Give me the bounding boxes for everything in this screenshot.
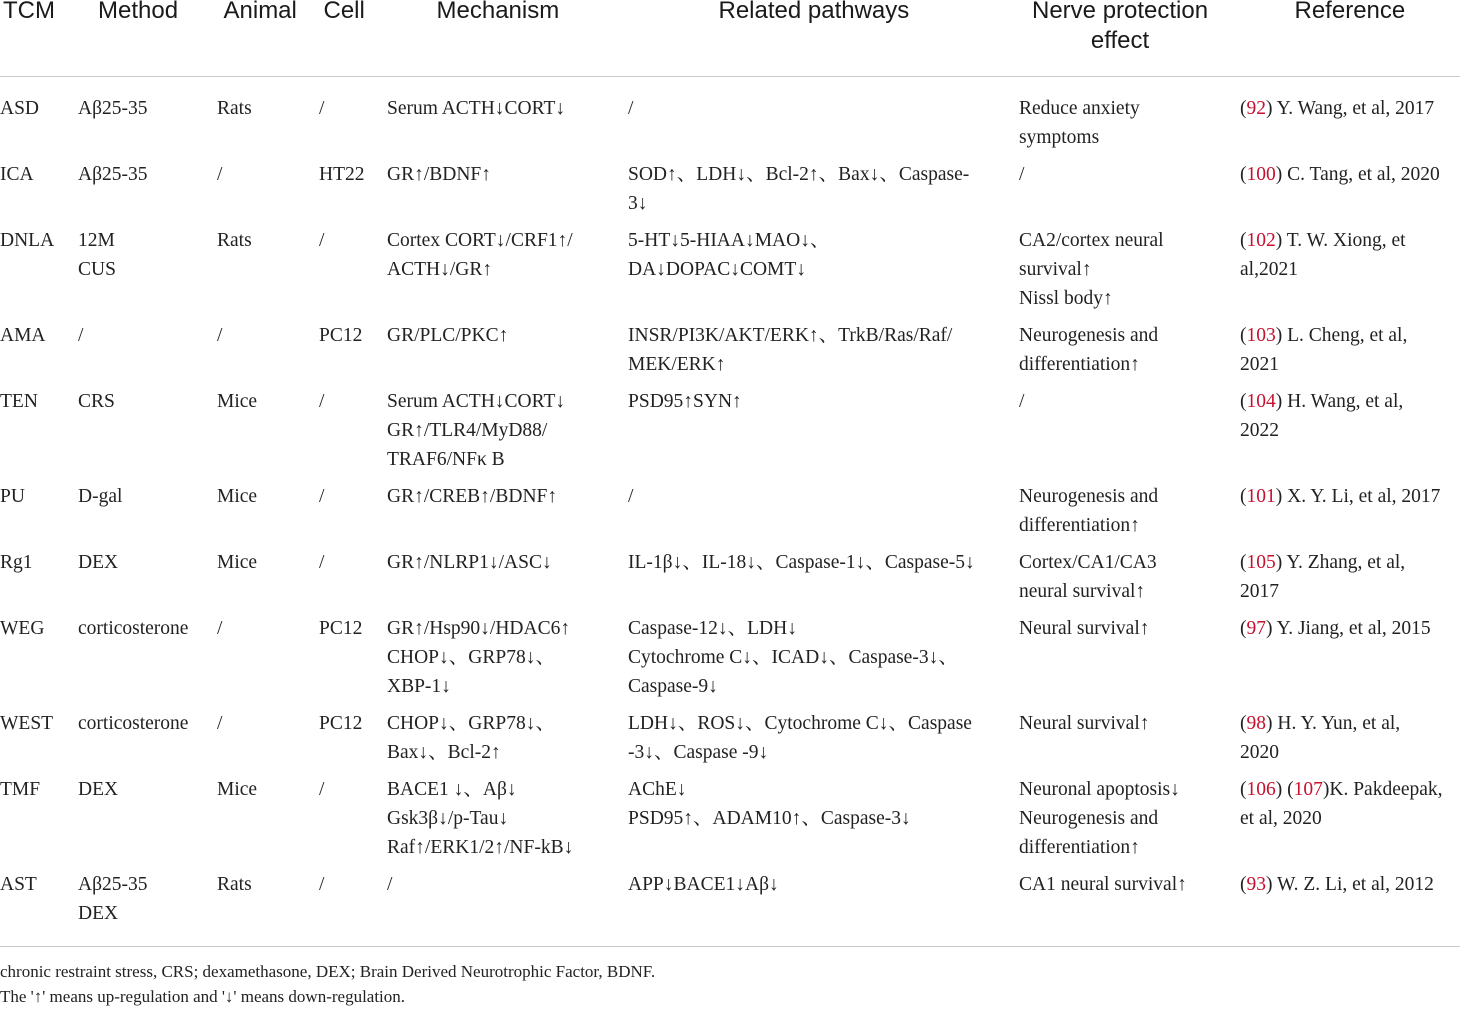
- header-text: Animal: [223, 0, 297, 24]
- reference-number-link[interactable]: 104: [1246, 391, 1276, 412]
- cell-nerve-protection-effect: [1019, 614, 1150, 643]
- method-line: /: [78, 325, 84, 346]
- pathway-line: /: [628, 98, 634, 119]
- pathway-line: IL-1β↓、IL-18↓、Caspase-1↓、Caspase-5↓: [628, 552, 975, 573]
- header-text: Method: [98, 0, 179, 24]
- reference-paren: (: [1240, 486, 1247, 507]
- cell-method: [78, 870, 148, 928]
- table-row: [0, 160, 1460, 226]
- cell-cell-line: PC12: [319, 713, 363, 734]
- mechanism-line: TRAF6/NFκ B: [387, 449, 505, 470]
- cell-reference: [1240, 775, 1443, 833]
- cell-reference: [1240, 387, 1403, 445]
- cell-animal: /: [217, 618, 223, 639]
- effect-line: Reduce anxiety: [1019, 98, 1140, 119]
- mechanism-line: CHOP↓、GRP78↓、: [387, 647, 555, 668]
- reference-text: ) C. Tang, et al, 2020: [1275, 164, 1440, 185]
- pathway-line: /: [628, 486, 634, 507]
- reference-number-link[interactable]: 102: [1246, 230, 1276, 251]
- mechanism-line: /: [387, 874, 393, 895]
- cell-animal: Mice: [217, 779, 258, 800]
- cell-nerve-protection-effect: [1019, 321, 1158, 379]
- reference-paren: (: [1240, 325, 1247, 346]
- table-row: [0, 226, 1460, 321]
- table-row: [0, 321, 1460, 387]
- cell-reference: [1240, 160, 1440, 189]
- reference-number-link[interactable]: 107: [1293, 779, 1323, 800]
- effect-line: neural survival↑: [1019, 581, 1146, 602]
- pathway-line: Caspase-9↓: [628, 676, 718, 697]
- reference-text: et al, 2020: [1240, 808, 1322, 829]
- header-method: [98, 0, 178, 26]
- method-line: D-gal: [78, 486, 123, 507]
- reference-paren: (: [1240, 230, 1247, 251]
- cell-cell-line: /: [319, 552, 325, 573]
- reference-line: [1240, 350, 1407, 379]
- footnote-abbreviations: chronic restraint stress, CRS; dexamethasone, DEX; Brain Derived Neurotrophic Factor, BDNF.: [0, 962, 656, 981]
- reference-line: [1240, 709, 1400, 738]
- cell-mechanism: [387, 160, 491, 189]
- reference-line: [1240, 614, 1431, 643]
- cell-animal: /: [217, 164, 223, 185]
- effect-line: Neural survival↑: [1019, 618, 1150, 639]
- table-row: [0, 387, 1460, 482]
- cell-related-pathways: [628, 548, 975, 577]
- cell-mechanism: [387, 387, 565, 474]
- effect-line: Neurogenesis and: [1019, 808, 1159, 829]
- cell-cell-line: PC12: [319, 325, 363, 346]
- reference-line: [1240, 226, 1406, 255]
- cell-cell-line: /: [319, 779, 325, 800]
- cell-method: [78, 226, 116, 284]
- pathway-line: PSD95↑SYN↑: [628, 391, 742, 412]
- pathway-line: PSD95↑、ADAM10↑、Caspase-3↓: [628, 808, 911, 829]
- pathway-line: AChE↓: [628, 779, 687, 800]
- header-text: Nerve protection: [1032, 0, 1209, 24]
- cell-tcm: WEST: [0, 713, 54, 734]
- cell-nerve-protection-effect: [1019, 709, 1150, 738]
- method-line: DEX: [78, 779, 119, 800]
- reference-line: [1240, 94, 1434, 123]
- method-line: DEX: [78, 552, 119, 573]
- cell-reference: [1240, 94, 1434, 123]
- reference-text: ) (: [1275, 779, 1294, 800]
- cell-method: [78, 614, 188, 643]
- cell-nerve-protection-effect: [1019, 548, 1157, 606]
- header-text: Related pathways: [718, 0, 910, 24]
- reference-number-link[interactable]: 97: [1246, 618, 1266, 639]
- cell-animal: Rats: [217, 230, 252, 251]
- reference-paren: (: [1240, 391, 1247, 412]
- method-line: Aβ25-35: [78, 874, 148, 895]
- header-text: Cell: [323, 0, 365, 24]
- cell-tcm: PU: [0, 486, 25, 507]
- reference-number-link[interactable]: 101: [1246, 486, 1276, 507]
- mechanism-line: ACTH↓/GR↑: [387, 259, 493, 280]
- pathway-line: 3↓: [628, 193, 648, 214]
- pathway-line: DA↓DOPAC↓COMT↓: [628, 259, 807, 280]
- pathway-line: 5-HT↓5-HIAA↓MAO↓、: [628, 230, 830, 251]
- cell-animal: Rats: [217, 874, 252, 895]
- cell-tcm: ASD: [0, 98, 40, 119]
- method-line: Aβ25-35: [78, 98, 148, 119]
- reference-paren: (: [1240, 164, 1247, 185]
- table-footnotes: [0, 946, 1460, 1009]
- cell-reference: [1240, 482, 1440, 511]
- cell-tcm: TMF: [0, 779, 41, 800]
- header-related-pathways: [719, 0, 910, 26]
- method-line: CRS: [78, 391, 115, 412]
- reference-line: [1240, 548, 1405, 577]
- effect-line: Cortex/CA1/CA3: [1019, 552, 1157, 573]
- header-reference: [1295, 0, 1406, 26]
- cell-nerve-protection-effect: [1019, 94, 1140, 152]
- reference-paren: (: [1240, 618, 1247, 639]
- cell-method: [78, 321, 83, 350]
- mechanism-line: GR↑/BDNF↑: [387, 164, 492, 185]
- reference-line: [1240, 738, 1400, 767]
- cell-tcm: TEN: [0, 391, 38, 412]
- cell-mechanism: [387, 870, 392, 899]
- mechanism-line: GR↑/CREB↑/BDNF↑: [387, 486, 558, 507]
- cell-mechanism: [387, 94, 565, 123]
- cell-mechanism: [387, 614, 570, 701]
- cell-cell-line: PC12: [319, 618, 363, 639]
- cell-cell-line: /: [319, 486, 325, 507]
- pathway-line: SOD↑、LDH↓、Bcl-2↑、Bax↓、Caspase-: [628, 164, 970, 185]
- reference-text: al,2021: [1240, 259, 1298, 280]
- effect-line: CA1 neural survival↑: [1019, 874, 1187, 895]
- reference-line: [1240, 321, 1407, 350]
- cell-mechanism: [387, 709, 555, 767]
- cell-method: [78, 709, 188, 738]
- reference-paren: (: [1240, 98, 1247, 119]
- cell-tcm: DNLA: [0, 230, 55, 251]
- header-text: effect: [1090, 27, 1150, 54]
- cell-nerve-protection-effect: [1019, 870, 1187, 899]
- reference-line: [1240, 870, 1434, 899]
- header-text: Mechanism: [436, 0, 560, 24]
- reference-line: [1240, 387, 1403, 416]
- reference-paren: (: [1240, 779, 1247, 800]
- cell-nerve-protection-effect: [1019, 387, 1024, 416]
- table-row: [0, 548, 1460, 614]
- header-nerve-protection-effect: [1032, 0, 1208, 56]
- reference-text: ) Y. Wang, et al, 2017: [1266, 98, 1435, 119]
- effect-line: Neural survival↑: [1019, 713, 1150, 734]
- reference-paren: (: [1240, 874, 1247, 895]
- mechanism-line: Raf↑/ERK1/2↑/NF-kB↓: [387, 837, 574, 858]
- cell-related-pathways: [628, 321, 952, 379]
- method-line: corticosterone: [78, 618, 189, 639]
- cell-cell-line: /: [319, 874, 325, 895]
- effect-line: /: [1019, 391, 1025, 412]
- cell-reference: [1240, 548, 1405, 606]
- reference-number-link[interactable]: 105: [1246, 552, 1276, 573]
- cell-animal: Mice: [217, 486, 258, 507]
- cell-method: [78, 775, 118, 804]
- pathway-line: MEK/ERK↑: [628, 354, 726, 375]
- cell-animal: /: [217, 325, 223, 346]
- cell-tcm: WEG: [0, 618, 45, 639]
- table-row: [0, 709, 1460, 775]
- reference-text: 2022: [1240, 420, 1279, 441]
- method-line: DEX: [78, 903, 119, 924]
- cell-related-pathways: [628, 870, 779, 899]
- cell-animal: /: [217, 713, 223, 734]
- effect-line: differentiation↑: [1019, 837, 1140, 858]
- mechanism-line: Gsk3β↓/p-Tau↓: [387, 808, 509, 829]
- effect-line: Neurogenesis and: [1019, 325, 1159, 346]
- cell-related-pathways: [628, 614, 958, 701]
- cell-reference: [1240, 709, 1400, 767]
- effect-line: symptoms: [1019, 127, 1100, 148]
- reference-number-link[interactable]: 98: [1246, 713, 1266, 734]
- cell-nerve-protection-effect: [1019, 482, 1158, 540]
- mechanism-line: GR↑/TLR4/MyD88/: [387, 420, 548, 441]
- reference-line: [1240, 482, 1440, 511]
- cell-related-pathways: [628, 709, 972, 767]
- pathway-line: APP↓BACE1↓Aβ↓: [628, 874, 779, 895]
- header-text: TCM: [3, 0, 55, 24]
- cell-cell-line: /: [319, 230, 325, 251]
- effect-line: Neuronal apoptosis↓: [1019, 779, 1180, 800]
- pathway-line: INSR/PI3K/AKT/ERK↑、TrkB/Ras/Raf/: [628, 325, 953, 346]
- cell-method: [78, 482, 122, 511]
- reference-line: [1240, 577, 1405, 606]
- cell-related-pathways: [628, 94, 633, 123]
- table-header-row: [0, 0, 1460, 77]
- effect-line: Neurogenesis and: [1019, 486, 1159, 507]
- reference-text: ) H. Y. Yun, et al,: [1266, 713, 1401, 734]
- cell-mechanism: [387, 482, 557, 511]
- cell-tcm: Rg1: [0, 552, 33, 573]
- cell-method: [78, 387, 115, 416]
- reference-number-link[interactable]: 100: [1246, 164, 1276, 185]
- reference-line: [1240, 255, 1406, 284]
- pathway-line: -3↓、Caspase -9↓: [628, 742, 769, 763]
- pathway-line: Cytochrome C↓、ICAD↓、Caspase-3↓、: [628, 647, 958, 668]
- cell-tcm: AST: [0, 874, 37, 895]
- reference-line: [1240, 804, 1443, 833]
- reference-number-link[interactable]: 106: [1246, 779, 1276, 800]
- reference-text: ) Y. Jiang, et al, 2015: [1266, 618, 1431, 639]
- table-row: [0, 94, 1460, 160]
- effect-line: /: [1019, 164, 1025, 185]
- reference-line: [1240, 775, 1443, 804]
- effect-line: differentiation↑: [1019, 515, 1140, 536]
- mechanism-line: Cortex CORT↓/CRF1↑/: [387, 230, 573, 251]
- cell-tcm: ICA: [0, 164, 34, 185]
- cell-reference: [1240, 226, 1406, 284]
- method-line: 12M: [78, 230, 115, 251]
- effect-line: differentiation↑: [1019, 354, 1140, 375]
- header-mechanism: [437, 0, 560, 26]
- mechanism-line: GR/PLC/PKC↑: [387, 325, 509, 346]
- table-row: [0, 614, 1460, 709]
- cell-mechanism: [387, 548, 552, 577]
- cell-method: [78, 94, 148, 123]
- method-line: CUS: [78, 259, 116, 280]
- cell-cell-line: HT22: [319, 164, 365, 185]
- table-row: [0, 870, 1460, 936]
- cell-tcm: AMA: [0, 325, 46, 346]
- mechanism-line: CHOP↓、GRP78↓、: [387, 713, 555, 734]
- header-tcm: [3, 0, 55, 26]
- cell-reference: [1240, 321, 1407, 379]
- mechanism-line: BACE1 ↓、Aβ↓: [387, 779, 517, 800]
- reference-line: [1240, 416, 1403, 445]
- mechanism-line: Serum ACTH↓CORT↓: [387, 391, 566, 412]
- pathway-line: LDH↓、ROS↓、Cytochrome C↓、Caspase: [628, 713, 972, 734]
- reference-line: [1240, 160, 1440, 189]
- reference-number-link[interactable]: 103: [1246, 325, 1276, 346]
- table-row: [0, 775, 1460, 870]
- table-row: [0, 482, 1460, 548]
- pathway-line: Caspase-12↓、LDH↓: [628, 618, 797, 639]
- reference-text: ) X. Y. Li, et al, 2017: [1275, 486, 1441, 507]
- effect-line: survival↑: [1019, 259, 1092, 280]
- reference-paren: (: [1240, 713, 1247, 734]
- header-cell: [324, 0, 365, 26]
- effect-line: Nissl body↑: [1019, 288, 1113, 309]
- cell-cell-line: /: [319, 98, 325, 119]
- mechanism-line: Bax↓、Bcl-2↑: [387, 742, 501, 763]
- cell-animal: Mice: [217, 391, 258, 412]
- reference-text: ) T. W. Xiong, et: [1275, 230, 1406, 251]
- footnote-arrows: The '↑' means up-regulation and '↓' means down-regulation.: [0, 987, 406, 1006]
- method-line: corticosterone: [78, 713, 189, 734]
- effect-line: CA2/cortex neural: [1019, 230, 1164, 251]
- cell-related-pathways: [628, 160, 969, 218]
- cell-related-pathways: [628, 482, 633, 511]
- reference-text: ) W. Z. Li, et al, 2012: [1266, 874, 1434, 895]
- cell-reference: [1240, 614, 1431, 643]
- reference-paren: (: [1240, 552, 1247, 573]
- method-line: Aβ25-35: [78, 164, 148, 185]
- reference-number-link[interactable]: 92: [1246, 98, 1266, 119]
- header-text: Reference: [1294, 0, 1406, 24]
- cell-mechanism: [387, 321, 508, 350]
- reference-text: ) H. Wang, et al,: [1275, 391, 1404, 412]
- cell-reference: [1240, 870, 1434, 899]
- cell-related-pathways: [628, 226, 829, 284]
- mechanism-line: GR↑/Hsp90↓/HDAC6↑: [387, 618, 571, 639]
- cell-nerve-protection-effect: [1019, 226, 1164, 313]
- cell-nerve-protection-effect: [1019, 775, 1180, 862]
- cell-animal: Mice: [217, 552, 258, 573]
- cell-related-pathways: [628, 387, 742, 416]
- reference-number-link[interactable]: 93: [1246, 874, 1266, 895]
- reference-text: ) L. Cheng, et al,: [1275, 325, 1408, 346]
- cell-related-pathways: [628, 775, 911, 833]
- reference-text: ) Y. Zhang, et al,: [1275, 552, 1406, 573]
- cell-cell-line: /: [319, 391, 325, 412]
- cell-mechanism: [387, 226, 573, 284]
- mechanism-line: GR↑/NLRP1↓/ASC↓: [387, 552, 552, 573]
- mechanism-line: Serum ACTH↓CORT↓: [387, 98, 566, 119]
- cell-method: [78, 548, 118, 577]
- cell-nerve-protection-effect: [1019, 160, 1024, 189]
- cell-mechanism: [387, 775, 573, 862]
- cell-animal: Rats: [217, 98, 252, 119]
- reference-text: 2017: [1240, 581, 1279, 602]
- header-animal: [224, 0, 297, 26]
- reference-text: 2021: [1240, 354, 1279, 375]
- cell-method: [78, 160, 148, 189]
- mechanism-line: XBP-1↓: [387, 676, 451, 697]
- reference-text: )K. Pakdeepak,: [1322, 779, 1443, 800]
- reference-text: 2020: [1240, 742, 1279, 763]
